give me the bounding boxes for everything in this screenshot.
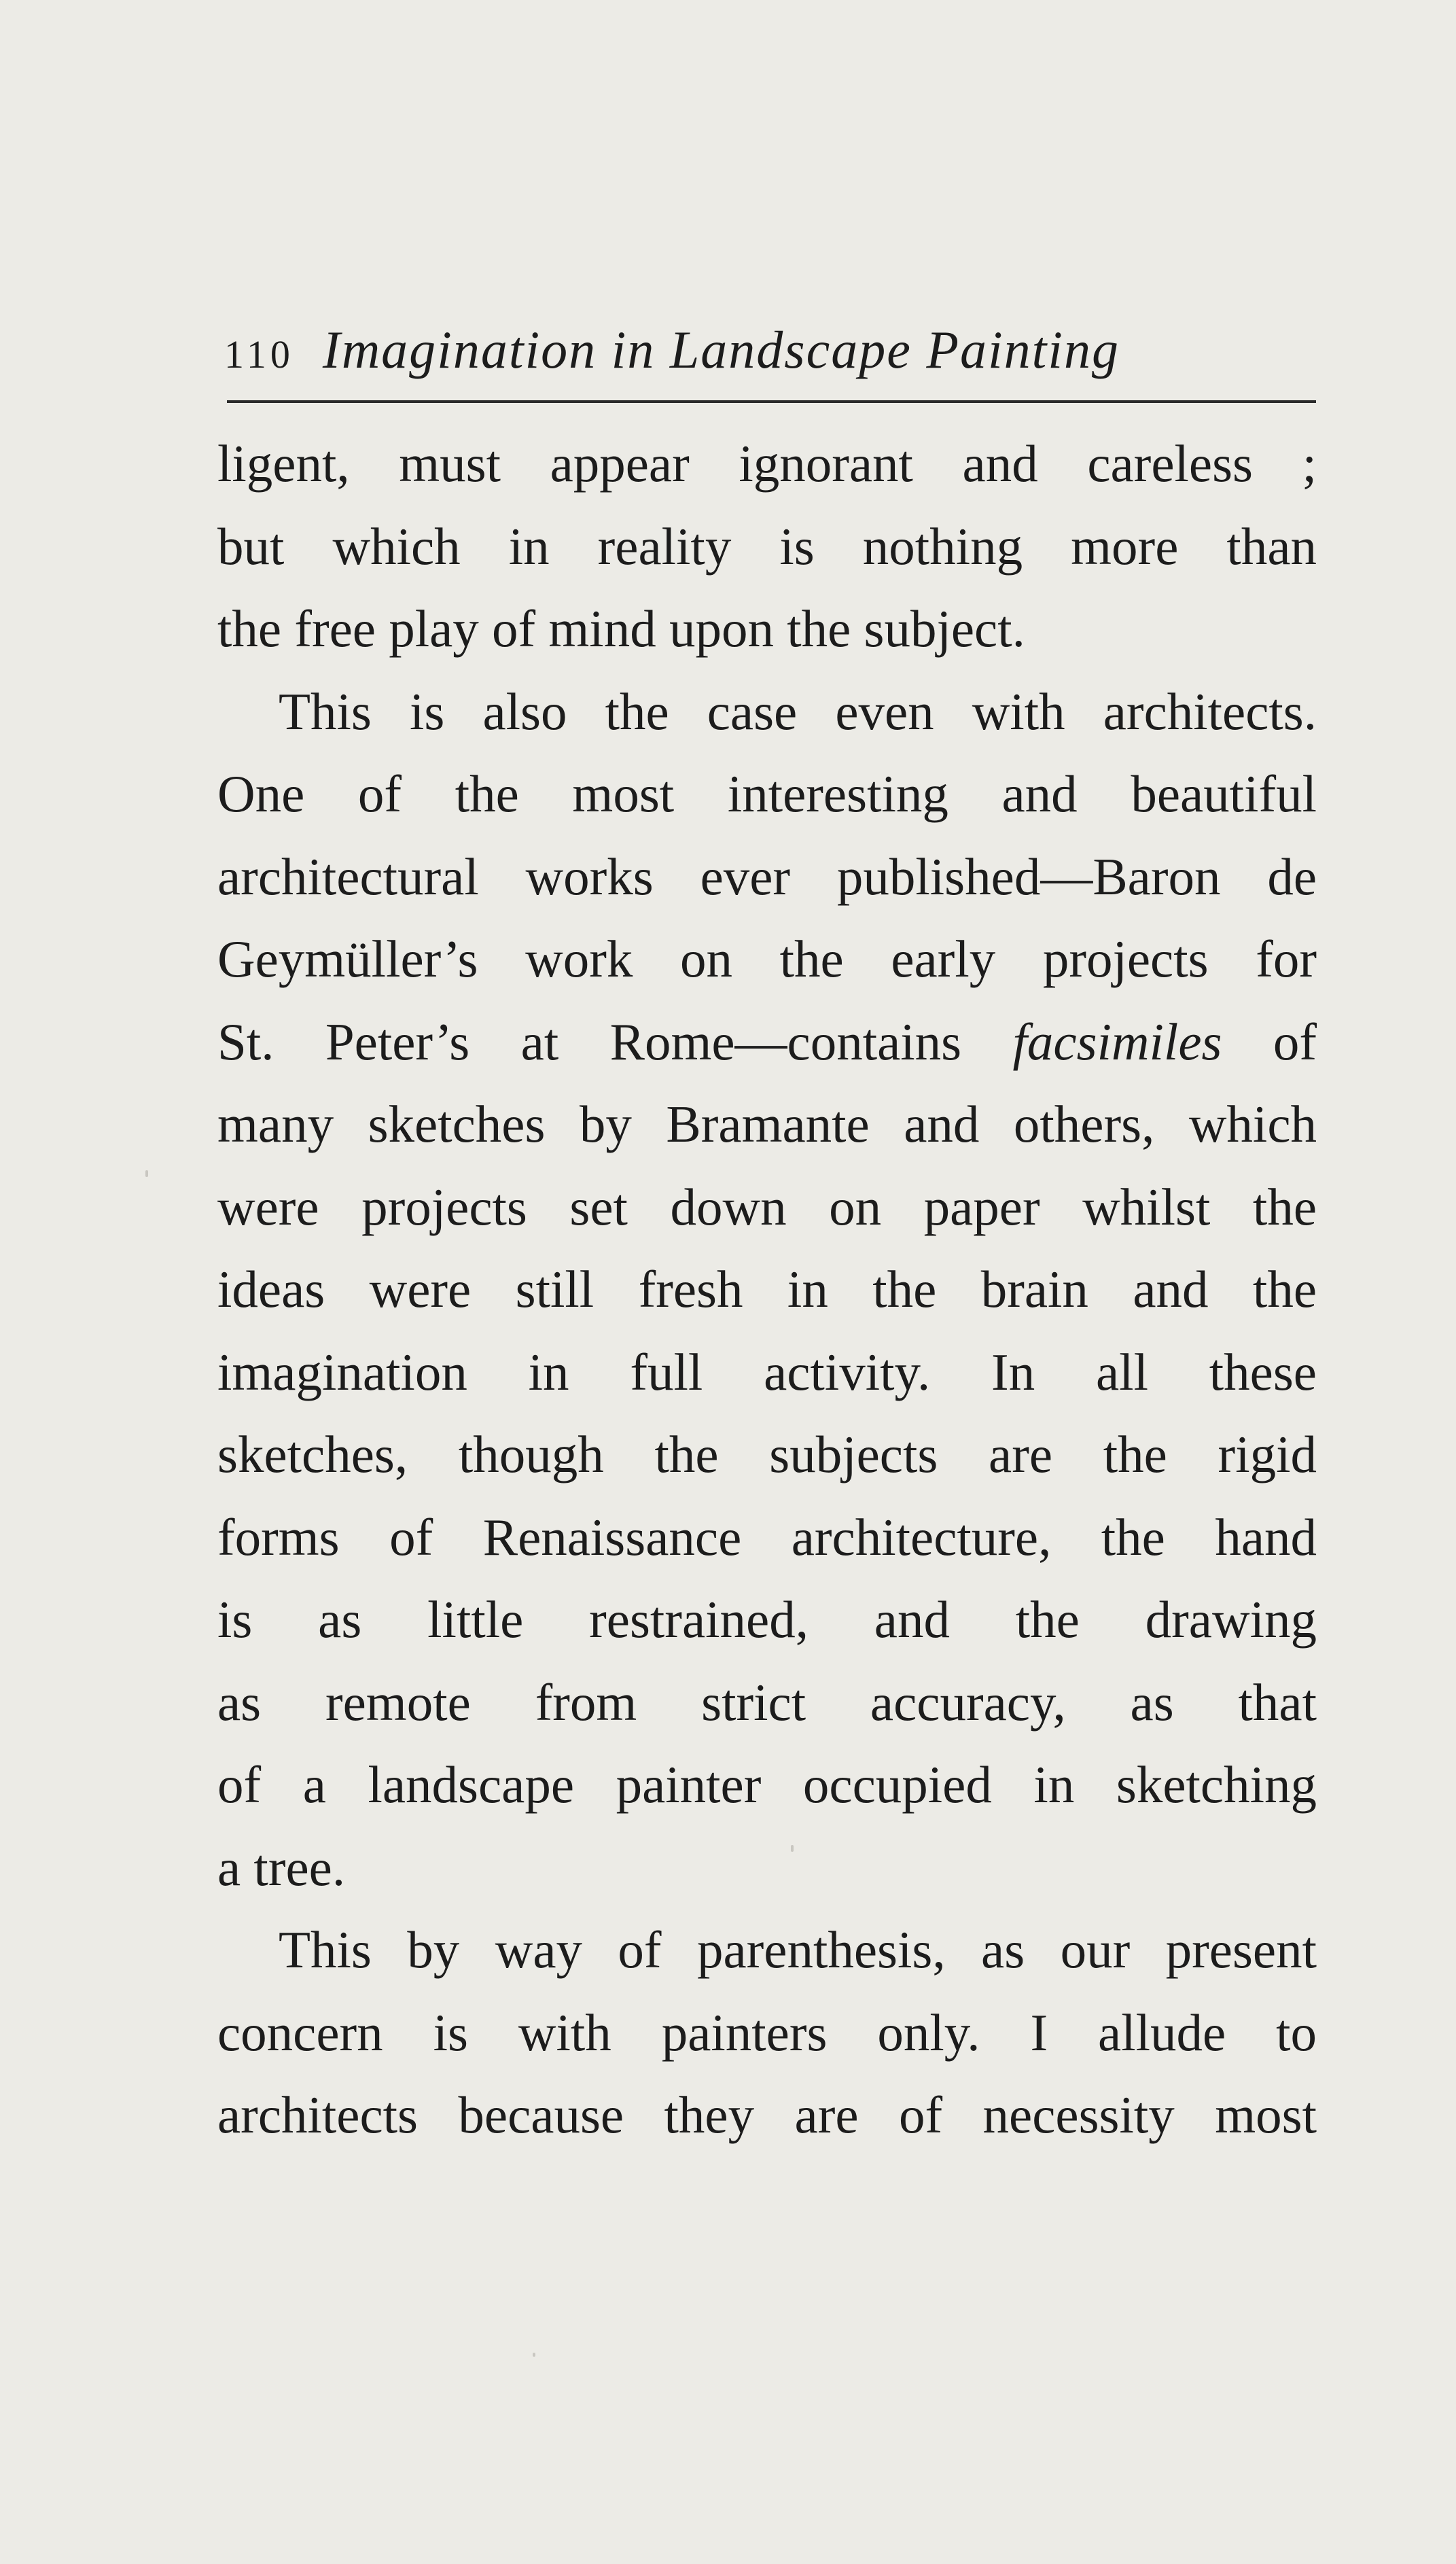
text-line: Geymüller’s work on the early projects for	[217, 930, 1317, 988]
header-rule	[227, 400, 1316, 403]
italic-term: facsimiles	[1012, 1012, 1222, 1071]
text-line: sketches, though the subjects are the rigid	[217, 1425, 1317, 1483]
text-line: One of the most interesting and beautiful	[217, 765, 1317, 823]
body-text	[217, 423, 1317, 2157]
text-line: were projects set down on paper whilst the	[217, 1177, 1317, 1236]
text-line: architects because they are of necessity most	[217, 2086, 1317, 2144]
text-line: as remote from strict accuracy, as that	[217, 1672, 1317, 1732]
text-segment: St. Peter’s at Rome—contains	[217, 1012, 1013, 1071]
text-line-with-italic	[217, 1001, 1317, 1084]
text-line: the free play of mind upon the subject.	[217, 599, 1025, 658]
text-segment: of	[1222, 1012, 1317, 1071]
paragraph-start-line: This by way of parenthesis, as our present	[279, 1920, 1317, 1979]
text-line: many sketches by Bramante and others, which	[217, 1095, 1317, 1153]
paper-speck	[533, 2353, 535, 2357]
text-line: imagination in full activity. In all these	[217, 1342, 1317, 1401]
text-line: is as little restrained, and the drawing	[217, 1590, 1317, 1649]
text-line: but which in reality is nothing more than	[217, 516, 1317, 576]
running-title: Imagination in Landscape Painting	[322, 320, 1120, 379]
running-header	[224, 309, 1311, 391]
text-line: of a landscape painter occupied in sketching	[217, 1755, 1317, 1814]
page-number: 110	[224, 332, 294, 376]
text-line: ligent, must appear ignorant and careless ;	[217, 434, 1317, 493]
paper-speck	[791, 1845, 794, 1852]
text-line: a tree.	[217, 1838, 346, 1897]
text-line: forms of Renaissance architecture, the hand	[217, 1507, 1317, 1566]
text-line: architectural works ever published—Baron de	[217, 847, 1317, 906]
paper-speck	[145, 1170, 148, 1177]
text-line: concern is with painters only. I allude to	[217, 2003, 1317, 2062]
text-line: ideas were still fresh in the brain and the	[217, 1260, 1317, 1318]
paragraph-start-line: This is also the case even with architects.	[279, 682, 1317, 741]
